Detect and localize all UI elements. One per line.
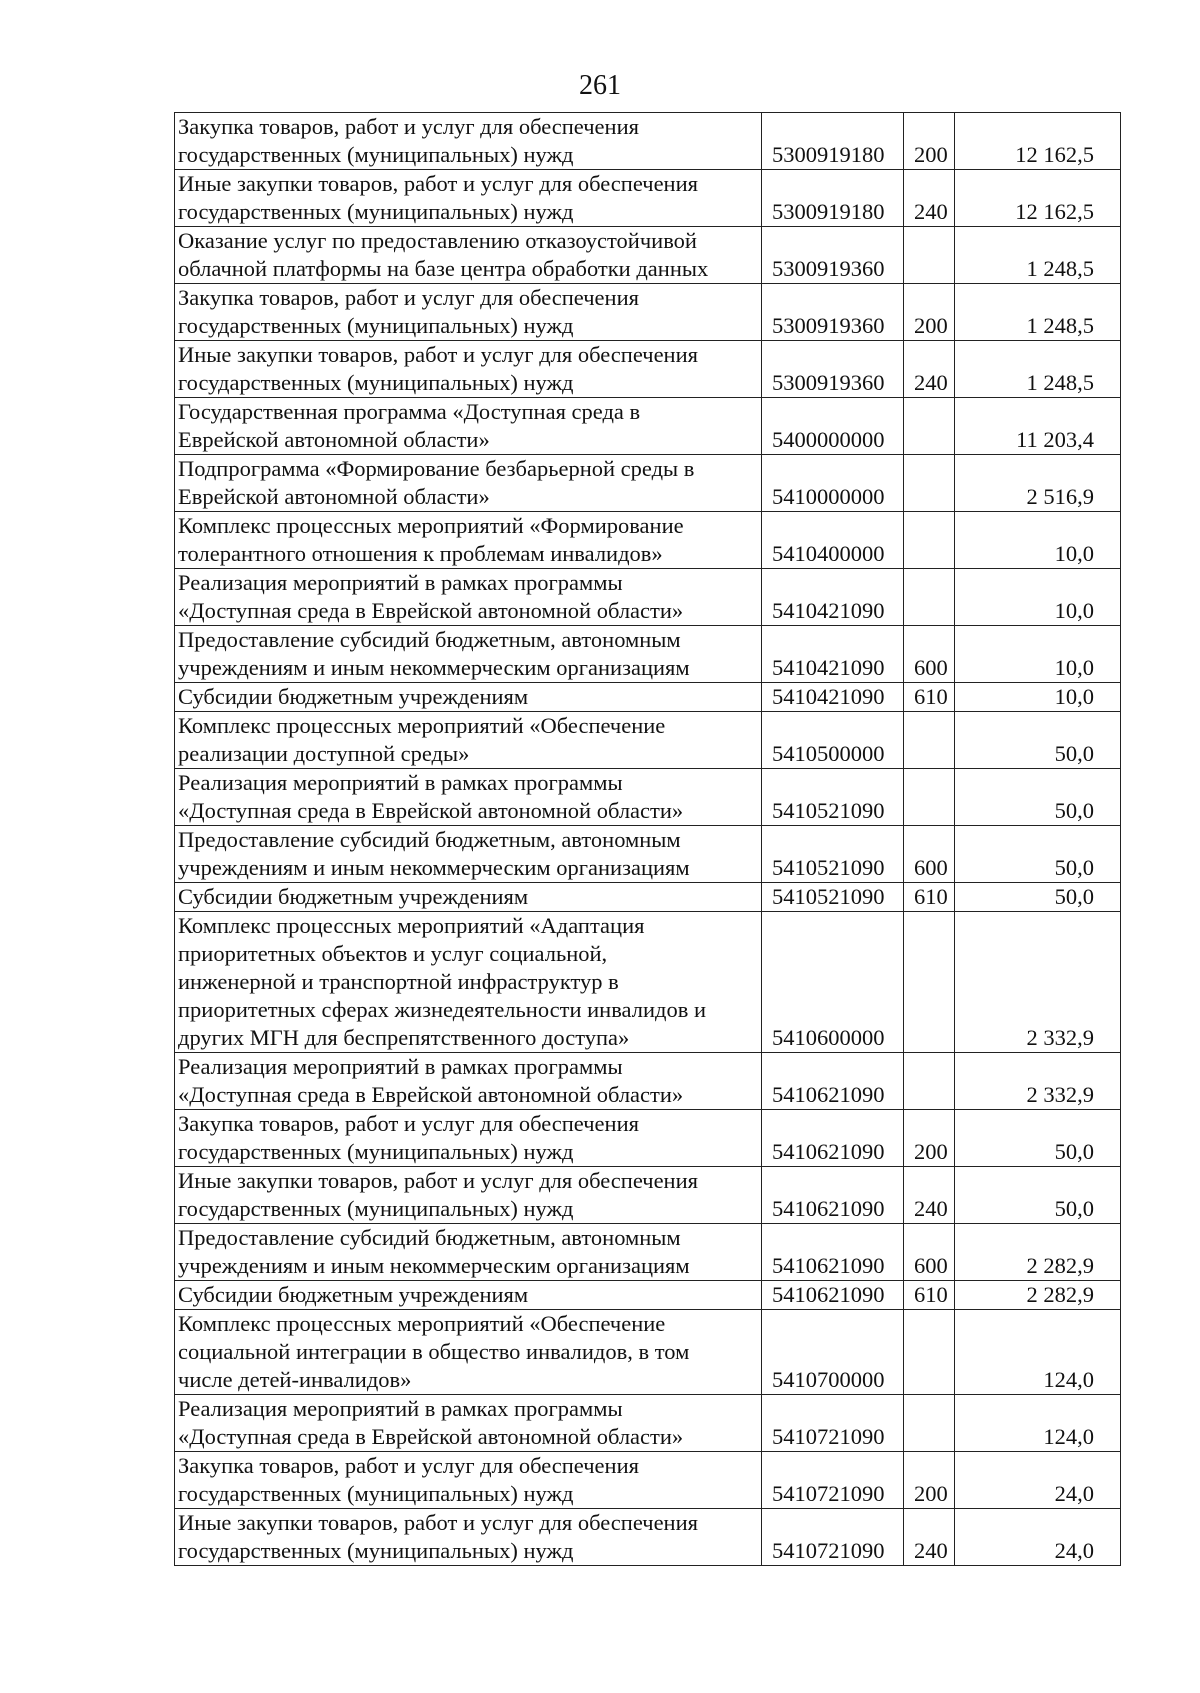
row-name-cell [175,1310,762,1395]
row-name-line: Закупка товаров, работ и услуг для обеспечения [178,1453,639,1478]
row-name-line: Комплекс процессных мероприятий «Обеспечение [178,1311,666,1336]
row-name-cell [175,883,762,912]
row-name-line: Предоставление субсидий бюджетным, автономным [178,1225,681,1250]
row-amount-cell: 2 516,9 [955,455,1121,512]
row-name-line: приоритетных объектов и услуг социальной, [178,941,608,966]
row-name-line: государственных (муниципальных) нужд [178,1139,574,1164]
row-name-line: государственных (муниципальных) нужд [178,1196,574,1221]
row-name-cell [175,398,762,455]
row-name-cell [175,769,762,826]
row-amount-cell: 124,0 [955,1395,1121,1452]
row-code-cell: 5410621090 [762,1281,904,1310]
row-code-cell: 5410621090 [762,1053,904,1110]
row-type-cell [904,1395,955,1452]
row-name-line: Предоставление субсидий бюджетным, автономным [178,827,681,852]
row-name-cell [175,227,762,284]
row-type-cell: 240 [904,341,955,398]
row-amount-cell: 24,0 [955,1509,1121,1566]
table-row [175,170,1121,227]
row-name-line: Комплекс процессных мероприятий «Обеспечение [178,713,666,738]
row-type-cell [904,712,955,769]
row-type-cell: 600 [904,626,955,683]
row-type-cell [904,455,955,512]
row-name-cell [175,1224,762,1281]
row-amount-cell: 50,0 [955,1110,1121,1167]
row-name-line: толерантного отношения к проблемам инвалидов» [178,541,663,566]
row-name-line: Закупка товаров, работ и услуг для обеспечения [178,285,639,310]
row-name-cell [175,1509,762,1566]
row-name-line: Субсидии бюджетным учреждениям [178,884,529,909]
row-name-cell [175,826,762,883]
row-name-line: Реализация мероприятий в рамках программы [178,770,623,795]
row-name-line: «Доступная среда в Еврейской автономной области» [178,1424,684,1449]
row-code-cell: 5410421090 [762,569,904,626]
table-row [175,341,1121,398]
row-name-cell [175,113,762,170]
row-type-cell: 240 [904,1509,955,1566]
row-amount-cell: 10,0 [955,683,1121,712]
row-name-cell [175,284,762,341]
row-name-cell [175,912,762,1053]
row-code-cell: 5410700000 [762,1310,904,1395]
row-name-line: «Доступная среда в Еврейской автономной области» [178,598,684,623]
table-row [175,1167,1121,1224]
row-code-cell: 5410521090 [762,769,904,826]
row-name-line: Комплекс процессных мероприятий «Формирование [178,513,684,538]
row-name-line: других МГН для беспрепятственного доступа» [178,1025,630,1050]
row-type-cell [904,1053,955,1110]
row-name-line: Иные закупки товаров, работ и услуг для обеспечения [178,342,698,367]
row-name-line: Субсидии бюджетным учреждениям [178,684,529,709]
row-code-cell: 5410621090 [762,1110,904,1167]
table-row [175,712,1121,769]
row-code-cell: 5300919180 [762,170,904,227]
row-type-cell: 600 [904,826,955,883]
row-amount-cell: 2 332,9 [955,1053,1121,1110]
row-code-cell: 5410000000 [762,455,904,512]
row-type-cell: 240 [904,170,955,227]
table-row [175,1452,1121,1509]
row-code-cell: 5300919360 [762,284,904,341]
table-row [175,227,1121,284]
row-type-cell: 200 [904,284,955,341]
table-row [175,1509,1121,1566]
row-name-line: Оказание услуг по предоставлению отказоустойчивой [178,228,697,253]
row-name-cell [175,1053,762,1110]
table-row [175,398,1121,455]
row-amount-cell: 12 162,5 [955,170,1121,227]
row-code-cell: 5410421090 [762,683,904,712]
row-type-cell: 600 [904,1224,955,1281]
row-name-line: учреждениям и иным некоммерческим организациям [178,1253,690,1278]
row-amount-cell: 10,0 [955,512,1121,569]
row-code-cell: 5400000000 [762,398,904,455]
row-name-line: Реализация мероприятий в рамках программы [178,1054,623,1079]
row-amount-cell: 124,0 [955,1310,1121,1395]
row-type-cell: 610 [904,1281,955,1310]
table-row [175,569,1121,626]
row-type-cell [904,512,955,569]
row-name-line: Комплекс процессных мероприятий «Адаптация [178,913,645,938]
row-amount-cell: 2 282,9 [955,1224,1121,1281]
row-name-line: облачной платформы на базе центра обработки данных [178,256,709,281]
budget-table-body [175,113,1121,1566]
row-name-cell [175,712,762,769]
table-row [175,1224,1121,1281]
table-row [175,769,1121,826]
row-code-cell: 5410721090 [762,1452,904,1509]
row-name-line: учреждениям и иным некоммерческим организациям [178,855,690,880]
row-amount-cell: 50,0 [955,1167,1121,1224]
row-name-line: Субсидии бюджетным учреждениям [178,1282,529,1307]
row-type-cell: 610 [904,683,955,712]
table-row [175,455,1121,512]
row-name-line: Закупка товаров, работ и услуг для обеспечения [178,114,639,139]
row-name-line: Иные закупки товаров, работ и услуг для обеспечения [178,1510,698,1535]
row-type-cell [904,227,955,284]
row-name-line: Реализация мероприятий в рамках программы [178,570,623,595]
row-code-cell: 5410521090 [762,883,904,912]
row-code-cell: 5410400000 [762,512,904,569]
row-name-line: «Доступная среда в Еврейской автономной области» [178,798,684,823]
row-name-line: числе детей-инвалидов» [178,1367,412,1392]
row-name-line: учреждениям и иным некоммерческим организациям [178,655,690,680]
row-name-line: Иные закупки товаров, работ и услуг для обеспечения [178,1168,698,1193]
row-name-line: социальной интеграции в общество инвалидов, в том [178,1339,690,1364]
row-code-cell: 5410621090 [762,1167,904,1224]
row-name-line: государственных (муниципальных) нужд [178,1481,574,1506]
table-row [175,512,1121,569]
row-name-cell [175,683,762,712]
table-row [175,912,1121,1053]
row-amount-cell: 50,0 [955,769,1121,826]
row-amount-cell: 1 248,5 [955,284,1121,341]
row-code-cell: 5410621090 [762,1224,904,1281]
row-name-line: Еврейской автономной области» [178,484,490,509]
row-type-cell [904,569,955,626]
row-name-line: государственных (муниципальных) нужд [178,313,574,338]
row-type-cell: 200 [904,1452,955,1509]
row-amount-cell: 2 332,9 [955,912,1121,1053]
row-amount-cell: 12 162,5 [955,113,1121,170]
row-amount-cell: 10,0 [955,626,1121,683]
row-name-line: Иные закупки товаров, работ и услуг для обеспечения [178,171,698,196]
table-row [175,1281,1121,1310]
row-code-cell: 5300919360 [762,227,904,284]
row-amount-cell: 50,0 [955,712,1121,769]
row-amount-cell: 24,0 [955,1452,1121,1509]
row-name-line: Подпрограмма «Формирование безбарьерной среды в [178,456,695,481]
table-row [175,883,1121,912]
row-name-line: Закупка товаров, работ и услуг для обеспечения [178,1111,639,1136]
row-name-cell [175,341,762,398]
row-name-cell [175,569,762,626]
table-row [175,1310,1121,1395]
row-amount-cell: 10,0 [955,569,1121,626]
row-code-cell: 5410521090 [762,826,904,883]
row-type-cell: 610 [904,883,955,912]
row-name-line: государственных (муниципальных) нужд [178,370,574,395]
row-name-cell [175,626,762,683]
row-amount-cell: 50,0 [955,883,1121,912]
row-name-line: государственных (муниципальных) нужд [178,1538,574,1563]
row-code-cell: 5410721090 [762,1509,904,1566]
row-code-cell: 5300919360 [762,341,904,398]
row-amount-cell: 11 203,4 [955,398,1121,455]
row-name-line: Реализация мероприятий в рамках программы [178,1396,623,1421]
table-row [175,626,1121,683]
row-amount-cell: 50,0 [955,826,1121,883]
row-amount-cell: 1 248,5 [955,227,1121,284]
row-name-line: Предоставление субсидий бюджетным, автономным [178,627,681,652]
row-type-cell: 240 [904,1167,955,1224]
row-name-line: государственных (муниципальных) нужд [178,142,574,167]
row-name-cell [175,1281,762,1310]
row-type-cell: 200 [904,1110,955,1167]
row-name-cell [175,512,762,569]
table-row [175,683,1121,712]
row-type-cell [904,769,955,826]
row-amount-cell: 1 248,5 [955,341,1121,398]
table-row [175,1110,1121,1167]
row-code-cell: 5410421090 [762,626,904,683]
row-name-line: Государственная программа «Доступная среда в [178,399,641,424]
row-amount-cell: 2 282,9 [955,1281,1121,1310]
row-type-cell: 200 [904,113,955,170]
row-name-line: Еврейской автономной области» [178,427,490,452]
page-number: 261 [579,70,621,101]
row-name-cell [175,1110,762,1167]
row-code-cell: 5410600000 [762,912,904,1053]
row-name-cell [175,455,762,512]
table-row [175,1395,1121,1452]
row-type-cell [904,912,955,1053]
row-name-cell [175,170,762,227]
row-name-line: приоритетных сферах жизнедеятельности инвалидов и [178,997,706,1022]
row-code-cell: 5410721090 [762,1395,904,1452]
row-name-line: инженерной и транспортной инфраструктур в [178,969,619,994]
budget-table [174,112,1121,1566]
table-row [175,826,1121,883]
row-name-cell [175,1167,762,1224]
row-code-cell: 5300919180 [762,113,904,170]
table-row [175,1053,1121,1110]
row-type-cell [904,1310,955,1395]
table-row [175,113,1121,170]
row-name-cell [175,1452,762,1509]
table-row [175,284,1121,341]
row-name-cell [175,1395,762,1452]
row-name-line: «Доступная среда в Еврейской автономной области» [178,1082,684,1107]
row-type-cell [904,398,955,455]
row-name-line: реализации доступной среды» [178,741,470,766]
row-name-line: государственных (муниципальных) нужд [178,199,574,224]
row-code-cell: 5410500000 [762,712,904,769]
